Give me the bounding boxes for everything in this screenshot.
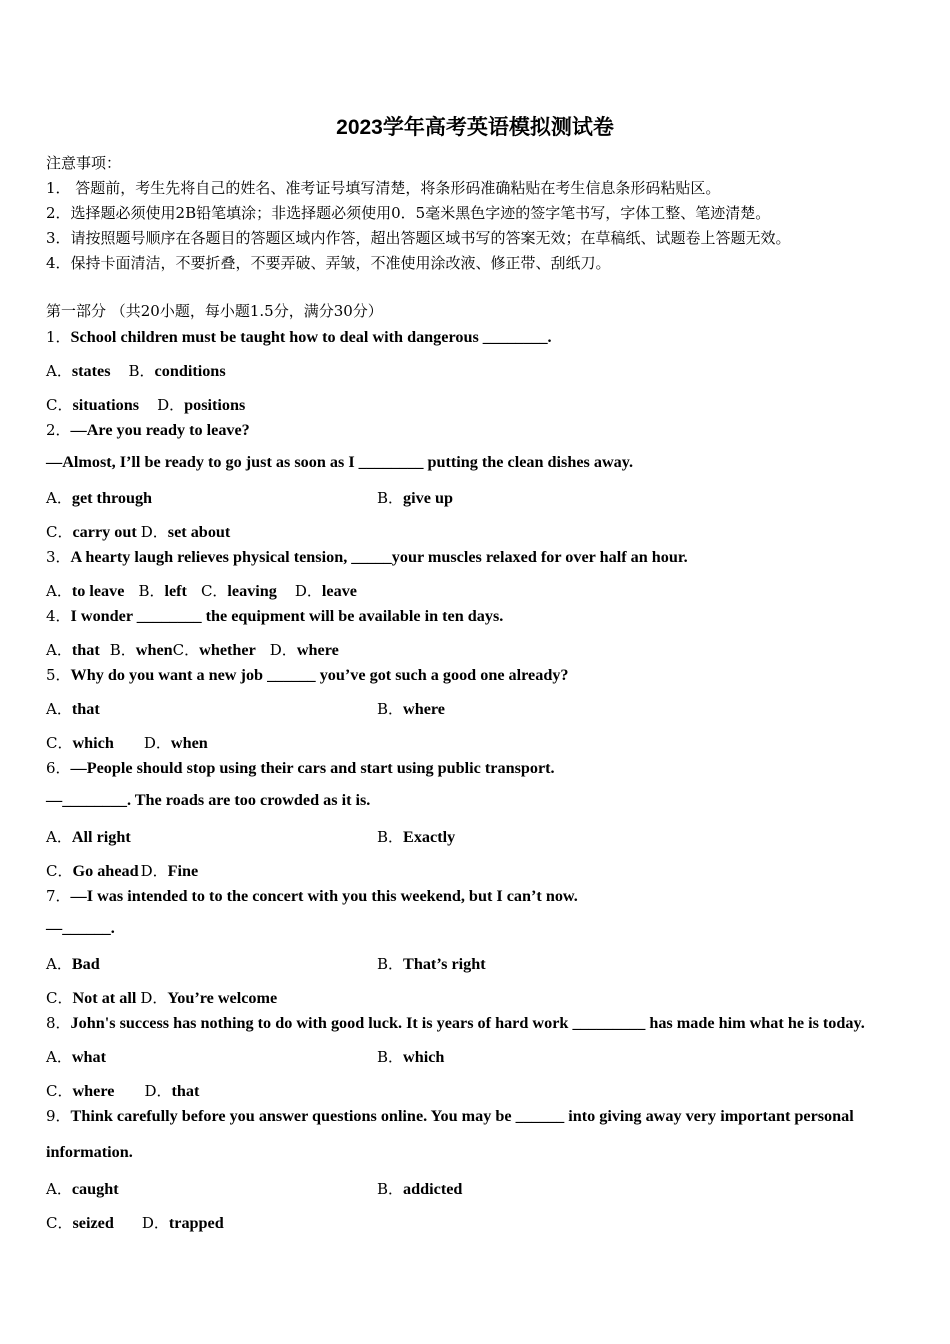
option-c	[46, 860, 198, 881]
option-c	[46, 521, 230, 542]
notice-item-4: 4．保持卡面清洁，不要折叠，不要弄破、弄皱，不准使用涂改液、修正带、刮纸刀。	[46, 254, 611, 272]
question-6	[46, 757, 555, 778]
option-text: seized	[72, 1214, 114, 1232]
question-text: I wonder ________ the equipment will be available in ten days.	[70, 607, 504, 625]
option-a	[46, 360, 226, 381]
question-text: John's success has nothing to do with good luck. It is years of hard work _________ has made him what he is today.	[70, 1014, 865, 1032]
question-number: 9．	[46, 1107, 71, 1125]
question-6-line-2: —________. The roads are too crowded as it is.	[46, 791, 371, 809]
option-b	[377, 1178, 462, 1199]
question-number: 3．	[46, 548, 71, 566]
option-text: where	[403, 700, 445, 718]
option-a	[46, 826, 131, 847]
option-letter: B．	[138, 582, 165, 600]
option-b	[377, 826, 455, 847]
question-number: 7．	[46, 887, 71, 905]
question-number: 2．	[46, 421, 71, 439]
page-title: 2023学年高考英语模拟测试卷	[336, 116, 614, 139]
option-a	[46, 639, 339, 660]
option-text: trapped	[168, 1214, 224, 1232]
option-letter: D．	[141, 1214, 169, 1232]
option-b	[377, 1046, 444, 1067]
option-text: That’s right	[403, 955, 486, 973]
option-text: where	[296, 641, 339, 659]
question-5	[46, 664, 569, 685]
question-7-line-2: —______.	[46, 919, 115, 937]
option-text: Not at all	[72, 989, 137, 1007]
question-2	[46, 419, 250, 440]
option-text: You’re welcome	[167, 989, 278, 1007]
option-a	[46, 698, 100, 719]
option-text: that	[171, 1082, 200, 1100]
option-text: what	[71, 1048, 107, 1066]
option-text: where	[72, 1082, 115, 1100]
option-letter: D．	[294, 582, 322, 600]
option-a	[46, 1046, 106, 1067]
question-text: School children must be taught how to deal with dangerous ________.	[70, 328, 552, 346]
option-a	[46, 580, 357, 601]
option-letter: B．	[377, 1180, 404, 1198]
option-text: set about	[167, 523, 231, 541]
question-text: —Are you ready to leave?	[70, 421, 250, 439]
option-text: carry out	[72, 523, 137, 541]
option-text: conditions	[154, 362, 226, 380]
option-letter: D．	[140, 523, 168, 541]
option-letter: C．	[46, 989, 73, 1007]
question-text: Why do you want a new job ______ you’ve got such a good one already?	[70, 666, 569, 684]
option-text: Exactly	[403, 828, 456, 846]
option-text: which	[403, 1048, 445, 1066]
question-number: 5．	[46, 666, 71, 684]
option-c	[46, 394, 245, 415]
option-text: give up	[403, 489, 453, 507]
question-text: A hearty laugh relieves physical tension, _____your muscles relaxed for over half an hour.	[70, 548, 688, 566]
option-text: positions	[184, 396, 246, 414]
option-letter: C．	[200, 582, 228, 600]
option-letter: D．	[157, 396, 185, 414]
option-b	[377, 487, 453, 508]
option-c	[46, 732, 208, 753]
option-text: whether	[199, 641, 256, 659]
option-letter: A．	[46, 1180, 72, 1198]
question-2-line-2: —Almost, I’ll be ready to go just as soon as I ________ putting the clean dishes away.	[46, 453, 633, 471]
option-letter: A．	[46, 1048, 72, 1066]
option-letter: D．	[140, 862, 168, 880]
option-letter: B．	[377, 828, 404, 846]
option-letter: A．	[46, 641, 72, 659]
option-text: caught	[71, 1180, 119, 1198]
option-letter: B．	[377, 700, 404, 718]
option-b	[377, 698, 445, 719]
option-text: left	[164, 582, 187, 600]
option-letter: A．	[46, 489, 72, 507]
option-letter: B．	[109, 641, 136, 659]
option-c	[46, 1212, 224, 1233]
option-text: leaving	[227, 582, 277, 600]
option-text: Bad	[71, 955, 100, 973]
option-text: to leave	[71, 582, 125, 600]
option-letter: A．	[46, 828, 72, 846]
option-text: addicted	[403, 1180, 463, 1198]
notice-item-2: 2．选择题必须使用2B铅笔填涂；非选择题必须使用0．5毫米黑色字迹的签字笔书写，字体工整、笔迹清楚。	[46, 204, 771, 222]
option-letter: D．	[144, 1082, 172, 1100]
question-text: Think carefully before you answer questions online. You may be ______ into giving away very important personal	[70, 1107, 854, 1125]
option-letter: A．	[46, 582, 72, 600]
question-9-line-2: information.	[46, 1143, 133, 1161]
option-text: when	[135, 641, 173, 659]
option-letter: A．	[46, 362, 72, 380]
option-a	[46, 487, 152, 508]
question-number: 8．	[46, 1014, 71, 1032]
option-text: states	[71, 362, 111, 380]
option-letter: C．	[46, 1082, 73, 1100]
notice-heading: 注意事项：	[46, 154, 122, 172]
option-letter: B．	[128, 362, 155, 380]
option-letter: C．	[46, 862, 73, 880]
option-letter: B．	[377, 1048, 404, 1066]
option-letter: C．	[46, 1214, 73, 1232]
option-letter: A．	[46, 700, 72, 718]
option-letter: C．	[46, 523, 73, 541]
option-text: when	[170, 734, 208, 752]
option-letter: A．	[46, 955, 72, 973]
option-letter: B．	[377, 489, 404, 507]
notice-item-3: 3．请按照题号顺序在各题目的答题区域内作答，超出答题区域书写的答案无效；在草稿纸、试题卷上答题无效。	[46, 229, 791, 247]
option-text: Fine	[167, 862, 199, 880]
part-one-heading: 第一部分 （共20小题，每小题1.5分，满分30分）	[46, 302, 383, 320]
question-8	[46, 1012, 865, 1033]
option-letter: D．	[143, 734, 171, 752]
option-letter: C．	[46, 734, 73, 752]
option-a	[46, 953, 100, 974]
option-a	[46, 1178, 119, 1199]
option-c	[46, 987, 277, 1008]
notice-item-1: 1． 答题前，考生先将自己的姓名、准考证号填写清楚，将条形码准确粘贴在考生信息条形码粘贴区。	[46, 179, 721, 197]
option-letter: B．	[377, 955, 404, 973]
option-text: which	[72, 734, 114, 752]
option-text: get through	[71, 489, 153, 507]
option-text: All right	[71, 828, 131, 846]
option-text: Go ahead	[72, 862, 139, 880]
question-text: —I was intended to to the concert with you this weekend, but I can’t now.	[70, 887, 578, 905]
question-1	[46, 326, 552, 347]
question-number: 1．	[46, 328, 71, 346]
option-c	[46, 1080, 199, 1101]
option-letter: D．	[269, 641, 297, 659]
option-text: that	[71, 641, 100, 659]
question-number: 6．	[46, 759, 71, 777]
option-b	[377, 953, 486, 974]
question-4	[46, 605, 503, 626]
question-9	[46, 1105, 854, 1126]
question-3	[46, 546, 688, 567]
option-letter: D．	[140, 989, 168, 1007]
option-text: situations	[72, 396, 140, 414]
option-text: leave	[321, 582, 357, 600]
option-letter: C．	[172, 641, 200, 659]
option-text: that	[71, 700, 100, 718]
question-number: 4．	[46, 607, 71, 625]
question-7	[46, 885, 578, 906]
question-text: —People should stop using their cars and start using public transport.	[70, 759, 555, 777]
option-letter: C．	[46, 396, 73, 414]
